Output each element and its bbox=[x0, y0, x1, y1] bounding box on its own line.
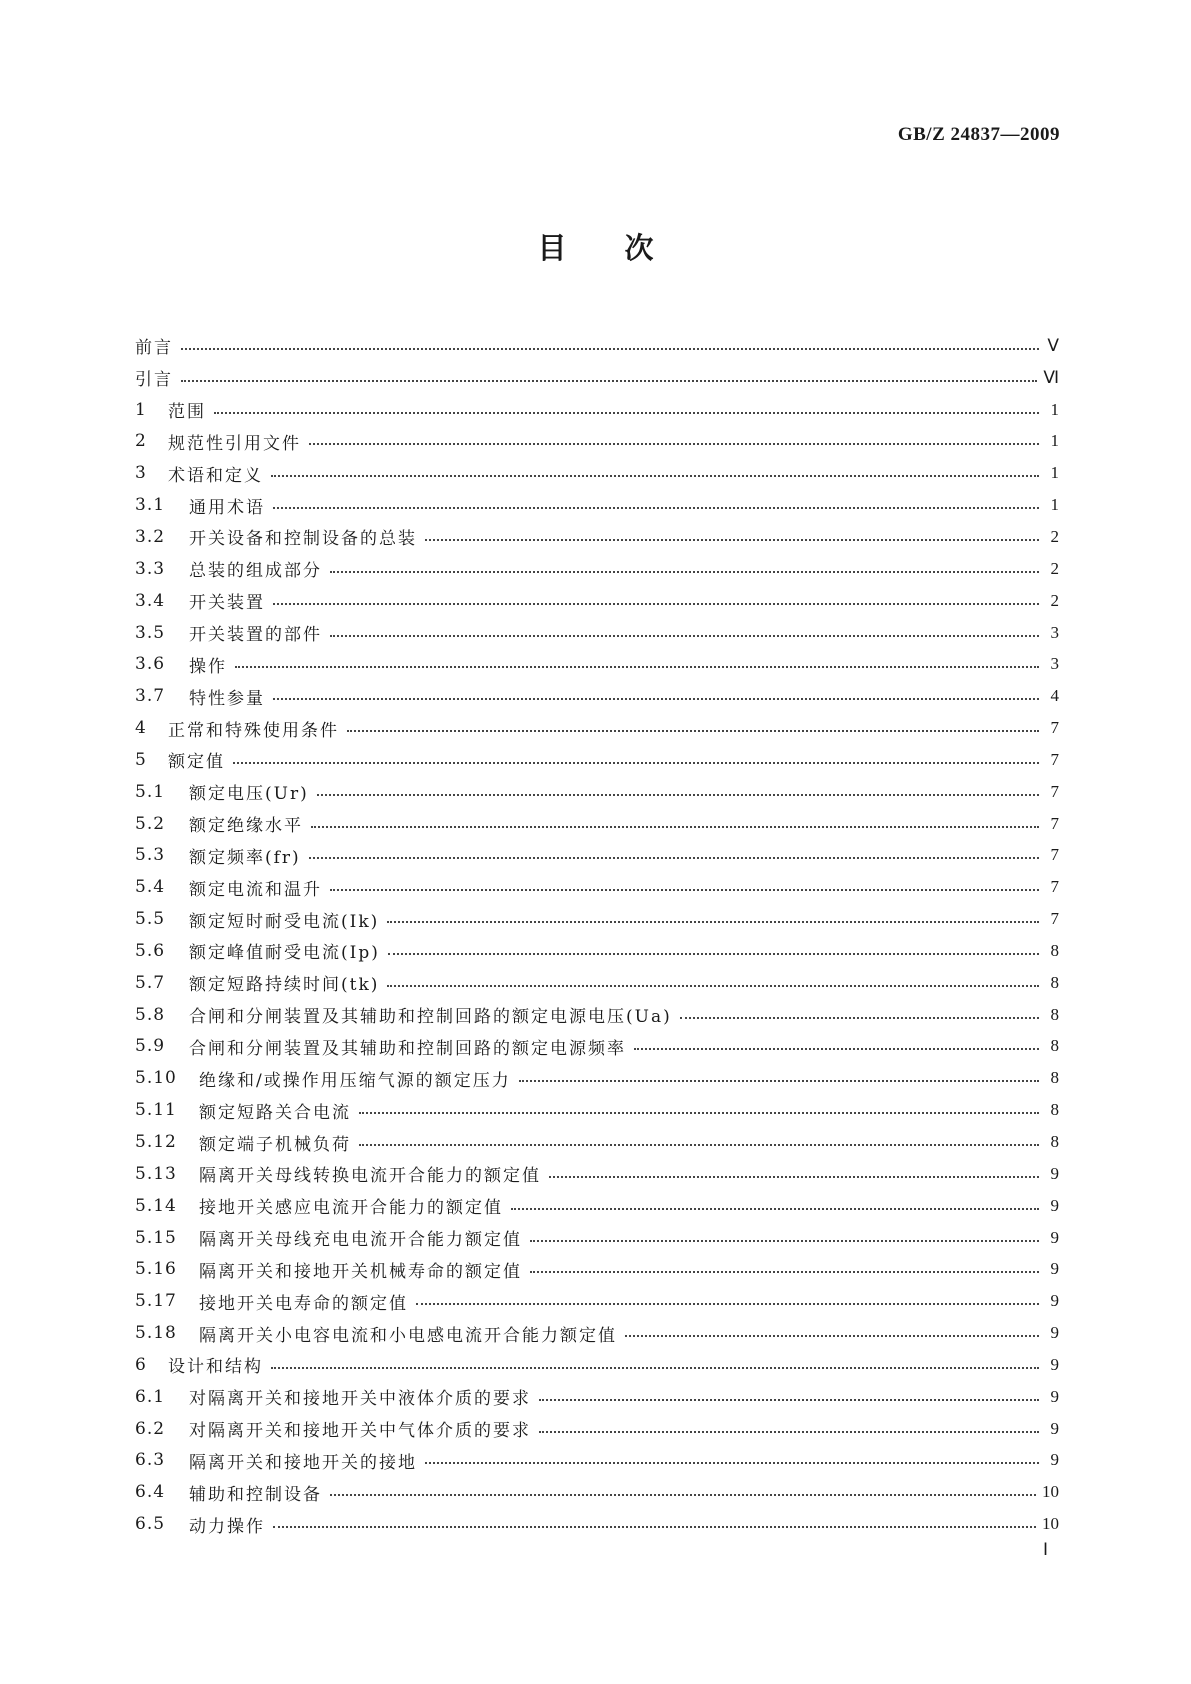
toc-entry-number: 5.2 bbox=[135, 813, 166, 834]
toc-entry-number: 5.11 bbox=[135, 1100, 177, 1121]
dot-leader bbox=[425, 529, 1039, 541]
toc-entry-label: 前言 bbox=[135, 338, 173, 359]
toc-entry[interactable] bbox=[135, 521, 1059, 553]
toc-entry-page: Ⅵ bbox=[1043, 367, 1059, 387]
dot-leader bbox=[330, 625, 1039, 637]
toc-entry-page: 9 bbox=[1050, 1386, 1059, 1406]
toc-entry[interactable] bbox=[135, 744, 1059, 776]
dot-leader bbox=[330, 561, 1039, 573]
toc-entry[interactable] bbox=[135, 426, 1059, 458]
page-title: 目次 bbox=[537, 231, 712, 265]
dot-leader bbox=[388, 943, 1039, 955]
toc-entry[interactable] bbox=[135, 1094, 1059, 1126]
dot-leader bbox=[416, 1293, 1039, 1305]
toc-entry[interactable] bbox=[135, 1158, 1059, 1190]
dot-leader bbox=[273, 688, 1039, 700]
toc-entry-label: 隔离开关和接地开关机械寿命的额定值 bbox=[199, 1261, 522, 1282]
dot-leader bbox=[273, 593, 1039, 605]
toc-entry[interactable] bbox=[135, 1126, 1059, 1158]
toc-entry-number: 3.4 bbox=[135, 590, 166, 611]
toc-entry-number: 5.14 bbox=[135, 1195, 177, 1216]
toc-entry-number: 5.16 bbox=[135, 1259, 177, 1280]
toc-entry-page: 4 bbox=[1050, 686, 1059, 706]
toc-entry-label: 总装的组成部分 bbox=[189, 561, 322, 582]
toc-entry-label: 开关装置的部件 bbox=[189, 625, 322, 646]
toc-entry[interactable] bbox=[135, 394, 1059, 426]
toc-entry[interactable] bbox=[135, 648, 1059, 680]
toc-entry-label: 额定值 bbox=[168, 752, 225, 773]
toc-entry[interactable] bbox=[135, 553, 1059, 585]
toc-entry-page: 1 bbox=[1050, 495, 1059, 515]
dot-leader bbox=[530, 1230, 1039, 1242]
toc-entry-label: 开关设备和控制设备的总装 bbox=[189, 529, 417, 550]
toc-entry-page: 9 bbox=[1050, 1418, 1059, 1438]
dot-leader bbox=[359, 1102, 1039, 1114]
toc-entry-number: 6.5 bbox=[135, 1514, 166, 1535]
toc-entry[interactable] bbox=[135, 840, 1059, 872]
toc-entry-page: 9 bbox=[1050, 1291, 1059, 1311]
dot-leader bbox=[309, 433, 1039, 445]
toc-entry-label: 额定峰值耐受电流(Ip) bbox=[189, 943, 380, 964]
toc-entry-page: 9 bbox=[1050, 1354, 1059, 1374]
toc-entry-number: 5 bbox=[135, 749, 147, 770]
dot-leader bbox=[634, 1038, 1039, 1050]
toc-entry-number: 3.6 bbox=[135, 654, 166, 675]
toc-entry-number: 5.4 bbox=[135, 877, 166, 898]
dot-leader bbox=[549, 1166, 1039, 1178]
dot-leader bbox=[181, 338, 1039, 350]
toc-entry-number: 5.13 bbox=[135, 1163, 177, 1184]
toc-entry-page: 7 bbox=[1050, 781, 1059, 801]
toc-entry-page: 1 bbox=[1050, 399, 1059, 419]
toc-entry-label: 额定电流和温升 bbox=[189, 879, 322, 900]
dot-leader bbox=[387, 911, 1039, 923]
toc-entry-number: 5.12 bbox=[135, 1132, 177, 1153]
toc-entry-label: 合闸和分闸装置及其辅助和控制回路的额定电源电压(Ua) bbox=[189, 1007, 672, 1028]
toc-entry[interactable] bbox=[135, 617, 1059, 649]
dot-leader bbox=[539, 1421, 1039, 1433]
toc-entry[interactable] bbox=[135, 1508, 1059, 1540]
toc-entry-page: 7 bbox=[1050, 909, 1059, 929]
toc-entry-page: 8 bbox=[1050, 940, 1059, 960]
toc-entry[interactable] bbox=[135, 1476, 1059, 1508]
toc-entry[interactable] bbox=[135, 457, 1059, 489]
dot-leader bbox=[271, 1357, 1039, 1369]
toc-entry-number: 5.5 bbox=[135, 909, 166, 930]
dot-leader bbox=[273, 1516, 1036, 1528]
toc-entry-page: 2 bbox=[1050, 558, 1059, 578]
toc-entry-page: 2 bbox=[1050, 590, 1059, 610]
toc-entry-number: 4 bbox=[135, 718, 147, 739]
toc-entry-number: 2 bbox=[135, 431, 147, 452]
toc-entry[interactable] bbox=[135, 712, 1059, 744]
toc-entry-number: 1 bbox=[135, 399, 147, 420]
toc-entry-number: 6.3 bbox=[135, 1450, 166, 1471]
dot-leader bbox=[271, 465, 1039, 477]
toc-entry[interactable] bbox=[135, 1349, 1059, 1381]
toc-entry-page: 8 bbox=[1050, 1068, 1059, 1088]
toc-entry-page: 3 bbox=[1050, 622, 1059, 642]
toc-entry-page: 2 bbox=[1050, 526, 1059, 546]
toc-entry-label: 对隔离开关和接地开关中气体介质的要求 bbox=[189, 1421, 531, 1442]
dot-leader bbox=[511, 1198, 1039, 1210]
toc-entry-number: 3.2 bbox=[135, 526, 166, 547]
toc-entry-label: 隔离开关小电容电流和小电感电流开合能力额定值 bbox=[199, 1325, 617, 1346]
toc-entry-label: 设计和结构 bbox=[168, 1357, 263, 1378]
toc-entry-number: 6.2 bbox=[135, 1418, 166, 1439]
dot-leader bbox=[181, 370, 1037, 382]
dot-leader bbox=[519, 1070, 1039, 1082]
toc-entry[interactable] bbox=[135, 1445, 1059, 1477]
toc-entry-label: 隔离开关母线转换电流开合能力的额定值 bbox=[199, 1166, 541, 1187]
toc-entry-page: 8 bbox=[1050, 1100, 1059, 1120]
dot-leader bbox=[330, 879, 1039, 891]
dot-leader bbox=[625, 1325, 1039, 1337]
dot-leader bbox=[214, 402, 1039, 414]
dot-leader bbox=[539, 1389, 1039, 1401]
dot-leader bbox=[317, 784, 1039, 796]
toc-entry[interactable] bbox=[135, 935, 1059, 967]
toc-entry-page: 9 bbox=[1050, 1163, 1059, 1183]
toc-entry-label: 接地开关感应电流开合能力的额定值 bbox=[199, 1198, 503, 1219]
toc-entry-number: 5.8 bbox=[135, 1004, 166, 1025]
toc-entry-page: 7 bbox=[1050, 813, 1059, 833]
dot-leader bbox=[530, 1261, 1039, 1273]
toc-entry-page: 9 bbox=[1050, 1323, 1059, 1343]
toc-entry-label: 特性参量 bbox=[189, 688, 265, 709]
toc-entry-label: 额定短时耐受电流(Ik) bbox=[189, 911, 380, 932]
toc-entry-label: 通用术语 bbox=[189, 497, 265, 518]
toc-entry-label: 额定端子机械负荷 bbox=[199, 1134, 351, 1155]
toc-entry-page: 10 bbox=[1042, 1514, 1059, 1534]
toc-entry-number: 5.3 bbox=[135, 845, 166, 866]
dot-leader bbox=[387, 975, 1039, 987]
toc-entry-label: 操作 bbox=[189, 656, 227, 677]
toc-entry-label: 隔离开关母线充电电流开合能力额定值 bbox=[199, 1230, 522, 1251]
toc-entry[interactable] bbox=[135, 1285, 1059, 1317]
toc-entry-number: 5.10 bbox=[135, 1068, 177, 1089]
dot-leader bbox=[235, 656, 1039, 668]
toc-entry-number: 3.1 bbox=[135, 495, 166, 516]
toc-entry[interactable] bbox=[135, 330, 1059, 362]
toc-entry-label: 接地开关电寿命的额定值 bbox=[199, 1293, 408, 1314]
dot-leader bbox=[347, 720, 1039, 732]
toc-entry-label: 正常和特殊使用条件 bbox=[168, 720, 339, 741]
toc-entry-label: 引言 bbox=[135, 370, 173, 391]
toc-entry-page: 10 bbox=[1042, 1482, 1059, 1502]
toc-entry[interactable] bbox=[135, 1381, 1059, 1413]
toc-entry-number: 6.4 bbox=[135, 1482, 166, 1503]
toc-entry-label: 额定频率(fr) bbox=[189, 847, 301, 868]
toc-entry-number: 3 bbox=[135, 463, 147, 484]
toc-entry-label: 术语和定义 bbox=[168, 465, 263, 486]
toc-entry-number: 5.7 bbox=[135, 972, 166, 993]
toc-entry-label: 隔离开关和接地开关的接地 bbox=[189, 1452, 417, 1473]
toc-entry[interactable] bbox=[135, 489, 1059, 521]
toc-entry-number: 3.3 bbox=[135, 558, 166, 579]
toc-entry-page: 1 bbox=[1050, 431, 1059, 451]
toc-entry[interactable] bbox=[135, 1190, 1059, 1222]
dot-leader bbox=[330, 1484, 1036, 1496]
toc-entry-label: 辅助和控制设备 bbox=[189, 1484, 322, 1505]
toc-entry[interactable] bbox=[135, 776, 1059, 808]
toc-entry-page: Ⅴ bbox=[1047, 335, 1059, 355]
dot-leader bbox=[309, 847, 1039, 859]
toc-entry[interactable] bbox=[135, 585, 1059, 617]
toc-entry-label: 合闸和分闸装置及其辅助和控制回路的额定电源频率 bbox=[189, 1038, 626, 1059]
toc-entry-page: 9 bbox=[1050, 1450, 1059, 1470]
standard-number: GB/Z 24837—2009 bbox=[897, 124, 1060, 145]
toc-entry[interactable] bbox=[135, 1031, 1059, 1063]
table-of-contents bbox=[135, 330, 1059, 1540]
toc-entry-number: 5.15 bbox=[135, 1227, 177, 1248]
toc-entry-page: 9 bbox=[1050, 1195, 1059, 1215]
toc-entry-page: 8 bbox=[1050, 1004, 1059, 1024]
toc-entry[interactable] bbox=[135, 1222, 1059, 1254]
toc-entry-number: 5.9 bbox=[135, 1036, 166, 1057]
toc-entry[interactable] bbox=[135, 1062, 1059, 1094]
toc-entry[interactable] bbox=[135, 362, 1059, 394]
dot-leader bbox=[680, 1007, 1039, 1019]
toc-entry[interactable] bbox=[135, 871, 1059, 903]
dot-leader bbox=[425, 1452, 1039, 1464]
toc-entry[interactable] bbox=[135, 903, 1059, 935]
toc-entry-page: 1 bbox=[1050, 463, 1059, 483]
toc-entry-number: 5.17 bbox=[135, 1291, 177, 1312]
toc-entry-label: 动力操作 bbox=[189, 1516, 265, 1537]
toc-entry[interactable] bbox=[135, 808, 1059, 840]
dot-leader bbox=[273, 497, 1039, 509]
toc-entry-number: 6 bbox=[135, 1354, 147, 1375]
toc-entry-page: 9 bbox=[1050, 1259, 1059, 1279]
toc-entry-page: 8 bbox=[1050, 1036, 1059, 1056]
toc-entry-label: 对隔离开关和接地开关中液体介质的要求 bbox=[189, 1389, 531, 1410]
toc-entry[interactable] bbox=[135, 1413, 1059, 1445]
dot-leader bbox=[311, 816, 1039, 828]
toc-entry-page: 7 bbox=[1050, 877, 1059, 897]
toc-entry-number: 3.5 bbox=[135, 622, 166, 643]
toc-entry-label: 额定短路关合电流 bbox=[199, 1102, 351, 1123]
toc-entry-label: 规范性引用文件 bbox=[168, 433, 301, 454]
toc-entry-label: 开关装置 bbox=[189, 593, 265, 614]
toc-entry[interactable] bbox=[135, 999, 1059, 1031]
toc-entry-page: 7 bbox=[1050, 845, 1059, 865]
dot-leader bbox=[359, 1134, 1039, 1146]
toc-entry-label: 范围 bbox=[168, 402, 206, 423]
toc-entry-number: 5.6 bbox=[135, 940, 166, 961]
toc-entry-page: 3 bbox=[1050, 654, 1059, 674]
toc-entry-number: 6.1 bbox=[135, 1386, 166, 1407]
toc-entry-label: 额定绝缘水平 bbox=[189, 816, 303, 837]
toc-entry-page: 7 bbox=[1050, 718, 1059, 738]
toc-entry[interactable] bbox=[135, 1253, 1059, 1285]
toc-entry-page: 8 bbox=[1050, 1132, 1059, 1152]
toc-entry-number: 3.7 bbox=[135, 686, 166, 707]
toc-entry-page: 9 bbox=[1050, 1227, 1059, 1247]
toc-entry-label: 额定短路持续时间(tk) bbox=[189, 975, 380, 996]
dot-leader bbox=[233, 752, 1039, 764]
toc-entry-label: 额定电压(Ur) bbox=[189, 784, 309, 805]
toc-entry-label: 绝缘和/或操作用压缩气源的额定压力 bbox=[199, 1070, 511, 1091]
toc-entry[interactable] bbox=[135, 967, 1059, 999]
toc-entry-number: 5.18 bbox=[135, 1323, 177, 1344]
page-number-footer: Ⅰ bbox=[1042, 1540, 1048, 1559]
toc-entry[interactable] bbox=[135, 1317, 1059, 1349]
toc-entry-page: 7 bbox=[1050, 749, 1059, 769]
toc-entry-page: 8 bbox=[1050, 972, 1059, 992]
toc-entry[interactable] bbox=[135, 680, 1059, 712]
toc-entry-number: 5.1 bbox=[135, 781, 166, 802]
